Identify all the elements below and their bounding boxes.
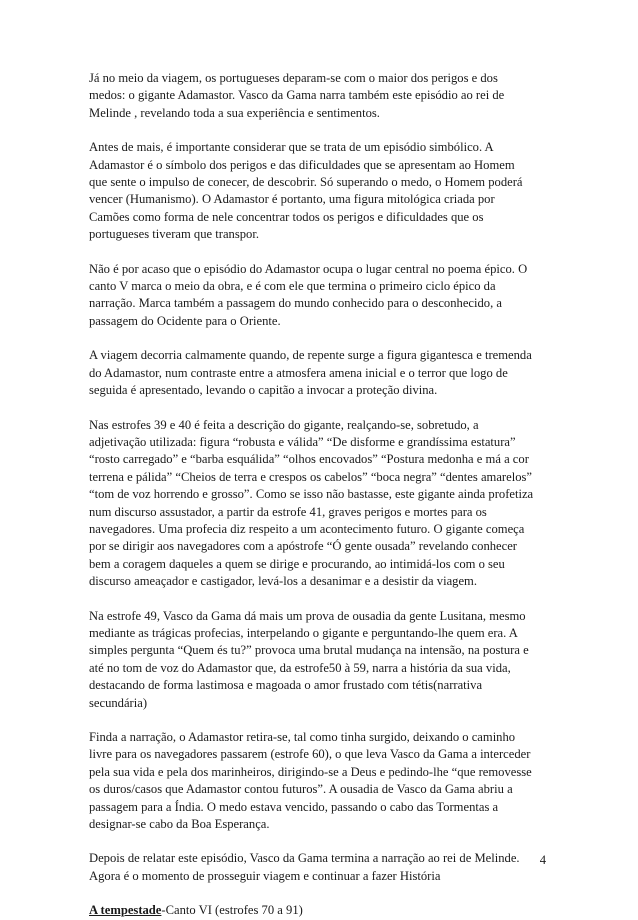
paragraph-conclusion: Depois de relatar este episódio, Vasco da Gama termina a narração ao rei de Melinde. Agora é o momento de prosseguir viagem e continuar a fazer História (89, 851, 520, 883)
section-heading-subtitle: -Canto VI (estrofes 70 a 91) (161, 903, 303, 918)
paragraph-giant-description: Nas estrofes 39 e 40 é feita a descrição do gigante, realçando-se, sobretudo, a adjetivação utilizada: figura “robusta e válida” “De disforme e grandíssima estatura” “rosto carregado” e “barba esquálida” “olhos encovados” “Postura medonha e má a cor terrena e pálida” “Cheios de terra e crespos os cabelos” “boca negra” “dentes amarelos” “tom de voz horrendo e grosso”. Como se isso não bastasse, este gigante ainda profetiza num discurso assustador, a partir da estrofe 41, graves perigos e mortes para os navegadores. Uma profecia diz respeito a um acontecimento futuro. O gigante começa por se dirigir aos navegadores com a apóstrofe “Ó gente ousada” revelando conhecer bem a coragem daqueles a quem se dirige e procurando, ao intimidá-los com o seu discurso ameaçador e castigador, levá-los a desanimar e a desistir da viagem. (89, 417, 534, 589)
paragraph-narration-end: Finda a narração, o Adamastor retira-se, tal como tinha surgido, deixando o caminho livre para os navegadores passarem (estrofe 60), o que leva Vasco da Gama a interceder pela sua vida e pela dos marinheiros, dirigindo-se a Deus e pedindo-lhe “que removesse os duros/casos que Adamastor contou futuros”. A ousadia de Vasco da Gama abriu a passagem para a Índia. O medo estava vencido, passando o cabo das Tormentas a designar-se cabo da Boa Esperança. (89, 730, 532, 832)
section-heading (89, 902, 551, 919)
section-heading-title: A tempestade (89, 903, 162, 918)
paragraph-estrofe-49: Na estrofe 49, Vasco da Gama dá mais um prova de ousadia da gente Lusitana, mesmo mediante as trágicas profecias, interpelando o gigante e perguntando-lhe quem era. A simples pergunta “Quem és tu?” provoca uma brutal mudança na intensão, na postura e até no tom de voz do Adamastor que, da estrofe50 à 59, narra a história da sua vida, destacando de forma lastimosa e magoada o amor frustado com tétis(narrativa secundária) (89, 608, 529, 710)
paragraph-adamastor-intro: Já no meio da viagem, os portugueses deparam-se com o maior dos perigos e dos medos: o gigante Adamastor. Vasco da Gama narra também este episódio ao rei de Melinde , revelando toda a sua experiência e sentimentos. (89, 71, 505, 120)
paragraph-calm-voyage: A viagem decorria calmamente quando, de repente surge a figura gigantesca e tremenda do Adamastor, num contraste entre a atmosfera amena inicial e o terror que logo de seguida é apresentado, levando o capitão a invocar a proteção divina. (89, 348, 532, 398)
paragraph-central-place: Não é por acaso que o episódio do Adamastor ocupa o lugar central no poema épico. O canto V marca o meio da obra, e é com ele que termina o primeiro ciclo épico da narração. Marca também a passagem do mundo conhecido para o desconhecido, a passagem do Ocidente para o Oriente. (89, 261, 528, 328)
page-number: 4 (539, 853, 546, 867)
document-page (89, 70, 551, 920)
paragraph-symbolic-episode: Antes de mais, é importante considerar que se trata de um episódio simbólico. A Adamastor é o símbolo dos perigos e das dificuldades que se apresentam ao Homem que sente o impulso de conecer, de descobrir. Só superando o medo, o Homem poderá vencer (Humanismo). O Adamastor é portanto, uma figura mitológica criada por Camões como forma de nele concentrar todos os perigos e dificuldades que os portugueses tiveram que transpor. (89, 140, 523, 242)
